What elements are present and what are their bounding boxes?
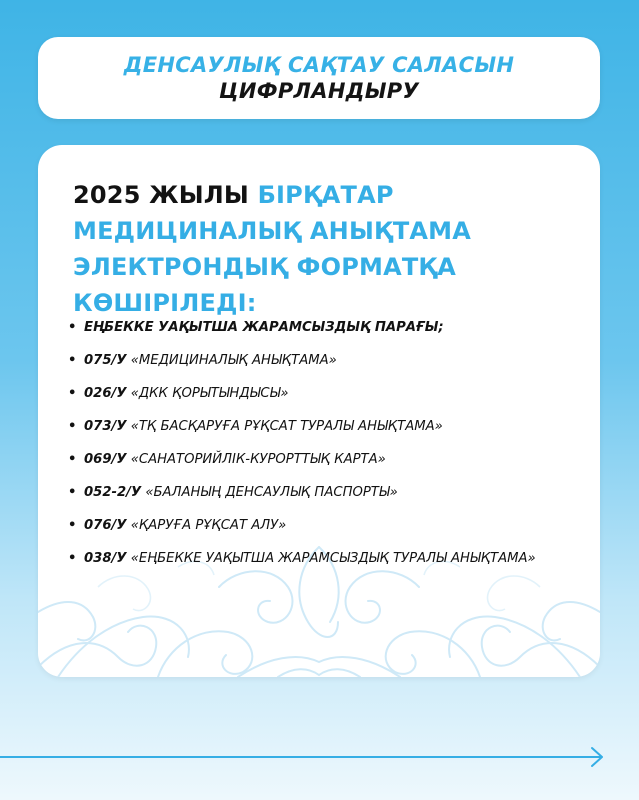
- item-text: «САНАТОРИЙЛІК-КУРОРТТЫҚ КАРТА»: [130, 452, 386, 467]
- item-text: «ЕҢБЕККЕ УАҚЫТША ЖАРАМСЫЗДЫҚ ТУРАЛЫ АНЫҚТАМА»: [130, 551, 536, 566]
- arrow-right-icon[interactable]: [0, 745, 610, 769]
- document-list: [66, 317, 576, 581]
- item-code: 076/У: [84, 518, 127, 533]
- item-code: 075/У: [84, 353, 127, 368]
- item-code: 069/У: [84, 452, 127, 467]
- item-text: «МЕДИЦИНАЛЫҚ АНЫҚТАМА»: [130, 353, 337, 368]
- bullet: •: [68, 320, 77, 335]
- title-line-2: ЦИФРЛАНДЫРУ: [219, 79, 419, 103]
- item-code: 073/У: [84, 419, 127, 434]
- bullet: •: [68, 386, 77, 401]
- bullet: •: [68, 419, 77, 434]
- headline-text: БІРҚАТАР МЕДИЦИНАЛЫҚ АНЫҚТАМА ЭЛЕКТРОНДЫҚ ФОРМАТҚА КӨШІРІЛЕДІ:: [73, 181, 472, 317]
- list-item: [66, 383, 576, 404]
- headline: [73, 177, 583, 321]
- list-item: [66, 548, 576, 569]
- content-card: [38, 145, 600, 677]
- item-text: «ДКК ҚОРЫТЫНДЫСЫ»: [130, 386, 289, 401]
- title-line-1: ДЕНСАУЛЫҚ САҚТАУ САЛАСЫН: [123, 53, 515, 77]
- item-code: 038/У: [84, 551, 127, 566]
- bullet: •: [68, 353, 77, 368]
- item-code: 026/У: [84, 386, 127, 401]
- item-text: «ҚАРУҒА РҰҚСАТ АЛУ»: [130, 518, 287, 533]
- item-text: ЕҢБЕККЕ УАҚЫТША ЖАРАМСЫЗДЫҚ ПАРАҒЫ;: [84, 320, 444, 335]
- headline-year: 2025 ЖЫЛЫ: [73, 181, 249, 209]
- bullet: •: [68, 452, 77, 467]
- title-card: [38, 37, 600, 119]
- item-text: «ТҚ БАСҚАРУҒА РҰҚСАТ ТУРАЛЫ АНЫҚТАМА»: [130, 419, 443, 434]
- item-code: 052-2/У: [84, 485, 142, 500]
- list-item: [66, 416, 576, 437]
- list-item: [66, 515, 576, 536]
- list-item: [66, 350, 576, 371]
- bullet: •: [68, 551, 77, 566]
- list-item: [66, 482, 576, 503]
- item-text: «БАЛАНЫҢ ДЕНСАУЛЫҚ ПАСПОРТЫ»: [145, 485, 398, 500]
- list-item: [66, 449, 576, 470]
- bullet: •: [68, 518, 77, 533]
- list-item: [66, 317, 576, 338]
- bullet: •: [68, 485, 77, 500]
